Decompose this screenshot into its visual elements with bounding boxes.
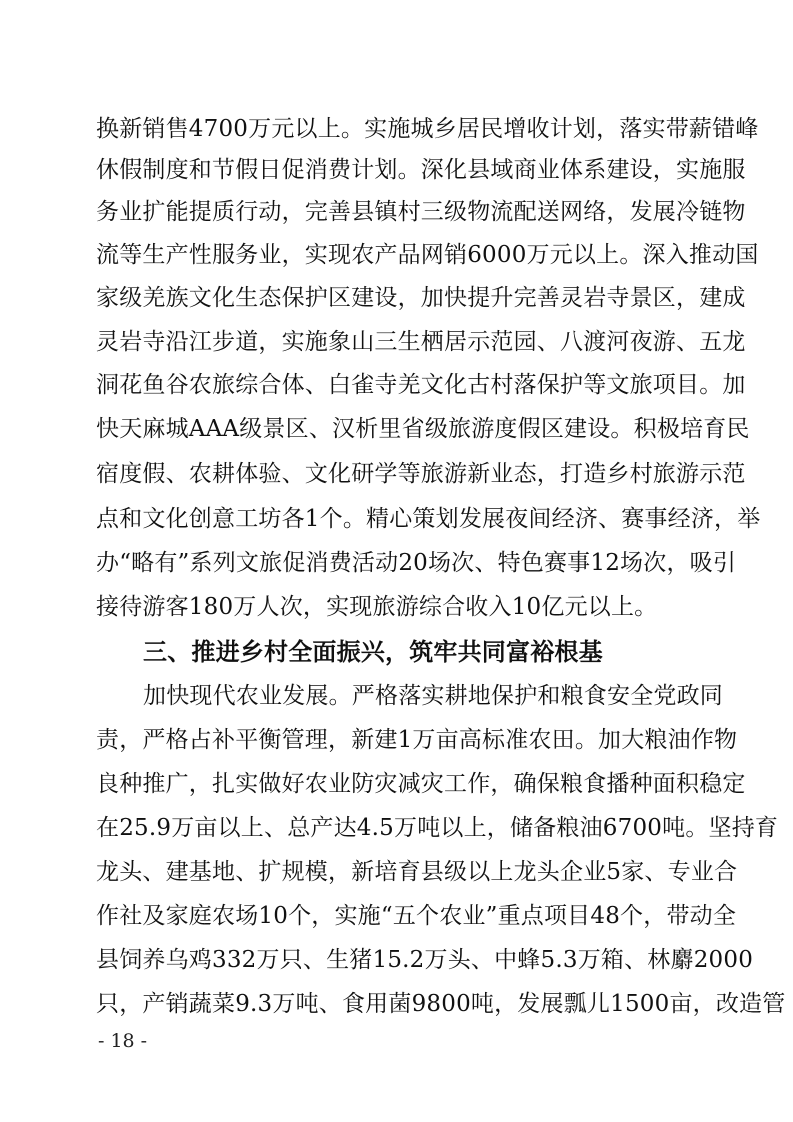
paragraph-line: 接待游客180万人次，实现旅游综合收入10亿元以上。 [96, 594, 658, 620]
section-paragraph-line: 良种推广，扎实做好农业防灾减灾工作，确保粮食播种面积稳定 [96, 771, 746, 797]
paragraph-line: 点和文化创意工坊各1个。精心策划发展夜间经济、赛事经济，举 [96, 506, 761, 532]
paragraph-line: 洞花鱼谷农旅综合体、白雀寺羌文化古村落保护等文旅项目。加 [96, 372, 746, 398]
paragraph-line: 灵岩寺沿江步道，实施象山三生栖居示范园、八渡河夜游、五龙 [96, 329, 746, 355]
paragraph-line: 快天麻城AAA级景区、汉析里省级旅游度假区建设。积极培育民 [96, 416, 750, 442]
section-heading: 三、推进乡村全面振兴，筑牢共同富裕根基 [143, 638, 603, 666]
paragraph-line: 休假制度和节假日促消费计划。深化县域商业体系建设，实施服 [96, 157, 746, 183]
section-paragraph-line: 作社及家庭农场10个，实施“五个农业”重点项目48个，带动全 [96, 903, 737, 929]
section-paragraph-line: 加快现代农业发展。严格落实耕地保护和粮食安全党政同 [143, 683, 723, 709]
section-paragraph-line: 只，产销蔬菜9.3万吨、食用菌9800吨，发展瓢儿1500亩，改造管 [96, 991, 786, 1017]
paragraph-line: 务业扩能提质行动，完善县镇村三级物流配送网络，发展冷链物 [96, 199, 746, 225]
section-paragraph-line: 县饲养乌鸡332万只、生猪15.2万头、中蜂5.3万箱、林麝2000 [96, 947, 754, 973]
paragraph-line: 流等生产性服务业，实现农产品网销6000万元以上。深入推动国 [96, 242, 759, 268]
paragraph-line: 换新销售4700万元以上。实施城乡居民增收计划，落实带薪错峰 [96, 116, 759, 142]
paragraph-line: 宿度假、农耕体验、文化研学等旅游新业态，打造乡村旅游示范 [96, 461, 746, 487]
section-paragraph-line: 责，严格占补平衡管理，新建1万亩高标准农田。加大粮油作物 [96, 727, 738, 753]
paragraph-line: 办“略有”系列文旅促消费活动20场次、特色赛事12场次，吸引 [96, 550, 737, 576]
section-paragraph-line: 在25.9万亩以上、总产达4.5万吨以上，储备粮油6700吨。坚持育 [96, 815, 779, 841]
paragraph-line: 家级羌族文化生态保护区建设，加快提升完善灵岩寺景区，建成 [96, 285, 746, 311]
page-number: - 18 - [98, 1030, 148, 1052]
section-paragraph-line: 龙头、建基地、扩规模，新培育县级以上龙头企业5家、专业合 [96, 859, 738, 885]
